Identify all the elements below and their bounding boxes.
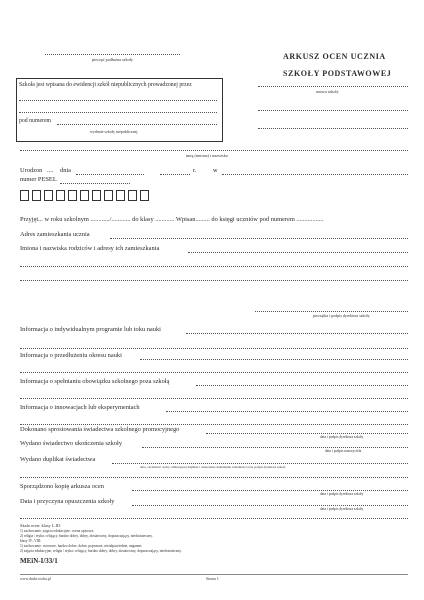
pesel-cell[interactable] — [20, 190, 29, 201]
school-name-line-3[interactable] — [258, 128, 408, 129]
born-label: Urodzon — [20, 167, 43, 174]
info-individual-program-line-2[interactable] — [20, 348, 408, 349]
info-compulsory-line-1[interactable] — [196, 385, 408, 386]
grading-scale-item: 1) zachowanie, zajęcia edukacyjne: ocena opisowa, — [20, 529, 94, 533]
school-name-caption: nazwa szkoły — [316, 89, 339, 94]
info-extension-line-2[interactable] — [20, 372, 408, 373]
duplicate-line[interactable] — [112, 463, 408, 464]
student-name-line[interactable] — [20, 150, 408, 151]
form-title-line1: ARKUSZ OCEN UCZNIA — [283, 52, 386, 61]
form-title-line2: SZKOŁY PODSTAWOWEJ — [283, 69, 392, 78]
address-label: Adres zamieszkania ucznia — [20, 231, 90, 238]
stamp-line — [45, 54, 180, 55]
info-compulsory-education: Informacja o spełnianiu obowiązku szkolnego poza szkołą — [20, 378, 170, 385]
footer-divider — [20, 574, 408, 575]
admission-line: Przyjęt... w roku szkolnym ............/............ do klasy ............ Wpisan......... do księgi uczniów pod numerem ................. — [20, 216, 324, 223]
grading-scale-item: 1) zachowanie: wzorowe, bardzo dobre, dobre, poprawne, nieodpowiednie, naganne; — [20, 544, 143, 548]
born-dots: .... — [47, 167, 54, 174]
grading-scale-item: klasy IV–VIII: — [20, 539, 42, 543]
graduation-label: Wydano świadectwo ukończenia szkoły — [20, 440, 123, 447]
info-innovations: Informacja o innowacjach lub eksperymentach — [20, 404, 140, 411]
born-in-label: w — [213, 167, 218, 174]
pesel-cell[interactable] — [140, 190, 149, 201]
registry-line-1[interactable] — [19, 100, 217, 101]
form-code: MEiN-I/33/1 — [20, 557, 58, 565]
parents-line-1[interactable] — [188, 252, 408, 253]
correction-line[interactable] — [206, 433, 408, 434]
grading-scale-item: 2) religia / etyka: celujący, bardzo dobry, dobry, dostateczny, dopuszczający, niedostateczny. — [20, 534, 153, 538]
duplicate-line-2[interactable] — [20, 477, 408, 478]
pesel-cell[interactable] — [80, 190, 89, 201]
pesel-cell[interactable] — [92, 190, 101, 201]
registry-text: Szkoła jest wpisana do ewidencji szkół niepublicznych prowadzonej przez — [19, 82, 192, 88]
graduation-caption: data i podpis nauczyciela — [325, 449, 362, 453]
leaving-caption: data i podpis dyrektora szkoły — [320, 507, 364, 511]
copy-label: Sporządzono kopię arkusza ocen — [20, 483, 104, 490]
pesel-cell[interactable] — [104, 190, 113, 201]
school-name-line-1[interactable] — [258, 86, 408, 87]
info-compulsory-line-2[interactable] — [20, 398, 408, 399]
parents-line-3[interactable] — [20, 280, 408, 281]
born-place-line[interactable] — [222, 174, 408, 175]
footer-page-number: Strona 1 — [206, 577, 219, 581]
copy-caption: data i podpis dyrektora szkoły — [320, 492, 364, 496]
info-extension-line-1[interactable] — [140, 359, 408, 360]
leaving-line-2[interactable] — [20, 518, 408, 519]
footer-website[interactable]: www.druki-oscha.pl — [20, 577, 51, 581]
pesel-cell[interactable] — [128, 190, 137, 201]
correction-label: Dokonano sprostowania świadectwa szkolnego promocyjnego — [20, 426, 180, 433]
info-individual-program-line-1[interactable] — [186, 333, 408, 334]
info-innovations-line-2[interactable] — [20, 424, 408, 425]
copy-line[interactable] — [132, 490, 408, 491]
school-name-line-2[interactable] — [258, 110, 408, 111]
born-day-label: dnia — [60, 167, 72, 174]
admission-signature-line[interactable] — [255, 311, 408, 312]
duplicate-caption: data, czytelność osoby odbierającej duplikat i oznaczenie dokumentu tożsamości oraz podpis dyrektora szkoły — [140, 465, 286, 469]
grading-scale-title: Skala ocen: klasy I–III: — [20, 523, 62, 528]
grading-scale-item: 2) zajęcia edukacyjne, religia / etyka: celujący, bardzo dobry, dobry, dostateczny, dopuszczający, niedostateczny. — [20, 549, 182, 553]
admission-signature-caption: pieczątka i podpis dyrektora szkoły — [313, 313, 370, 318]
address-line[interactable] — [110, 238, 408, 239]
born-year-label: r. — [193, 167, 197, 174]
info-extension: Informacja o przedłużeniu okresu nauki — [20, 352, 122, 359]
stamp-caption: pieczęć podłużna szkoły — [92, 57, 133, 62]
student-name-caption: imię (imiona) i nazwisko — [186, 153, 228, 158]
registry-authority-caption: wydanie szkoły niepublicznej — [90, 129, 138, 134]
pesel-cell[interactable] — [68, 190, 77, 201]
correction-caption: data i podpis dyrektora szkoły — [320, 435, 364, 439]
pesel-label: numer PESEL — [20, 176, 57, 183]
registry-number-label: pod numerem — [19, 118, 52, 124]
pesel-cell[interactable] — [32, 190, 41, 201]
parents-label: Imiona i nazwiska rodziców i adresy ich zamieszkania — [20, 245, 160, 252]
leaving-line[interactable] — [132, 505, 408, 506]
pesel-cell[interactable] — [44, 190, 53, 201]
leaving-label: Data i przyczyna opuszczenia szkoły — [20, 498, 115, 505]
pesel-label-line — [60, 183, 130, 184]
born-date-line[interactable] — [76, 174, 144, 175]
info-individual-program: Informacja o indywidualnym programie lub toku nauki — [20, 326, 161, 333]
duplicate-label: Wydano duplikat świadectwa — [20, 456, 96, 463]
parents-line-2[interactable] — [20, 266, 408, 267]
pesel-cell[interactable] — [56, 190, 65, 201]
registry-number-line[interactable] — [57, 124, 217, 125]
registry-line-2[interactable] — [19, 112, 217, 113]
graduation-line[interactable] — [142, 447, 408, 448]
info-innovations-line-1[interactable] — [166, 411, 408, 412]
pesel-cell[interactable] — [116, 190, 125, 201]
born-year-line[interactable] — [160, 174, 190, 175]
